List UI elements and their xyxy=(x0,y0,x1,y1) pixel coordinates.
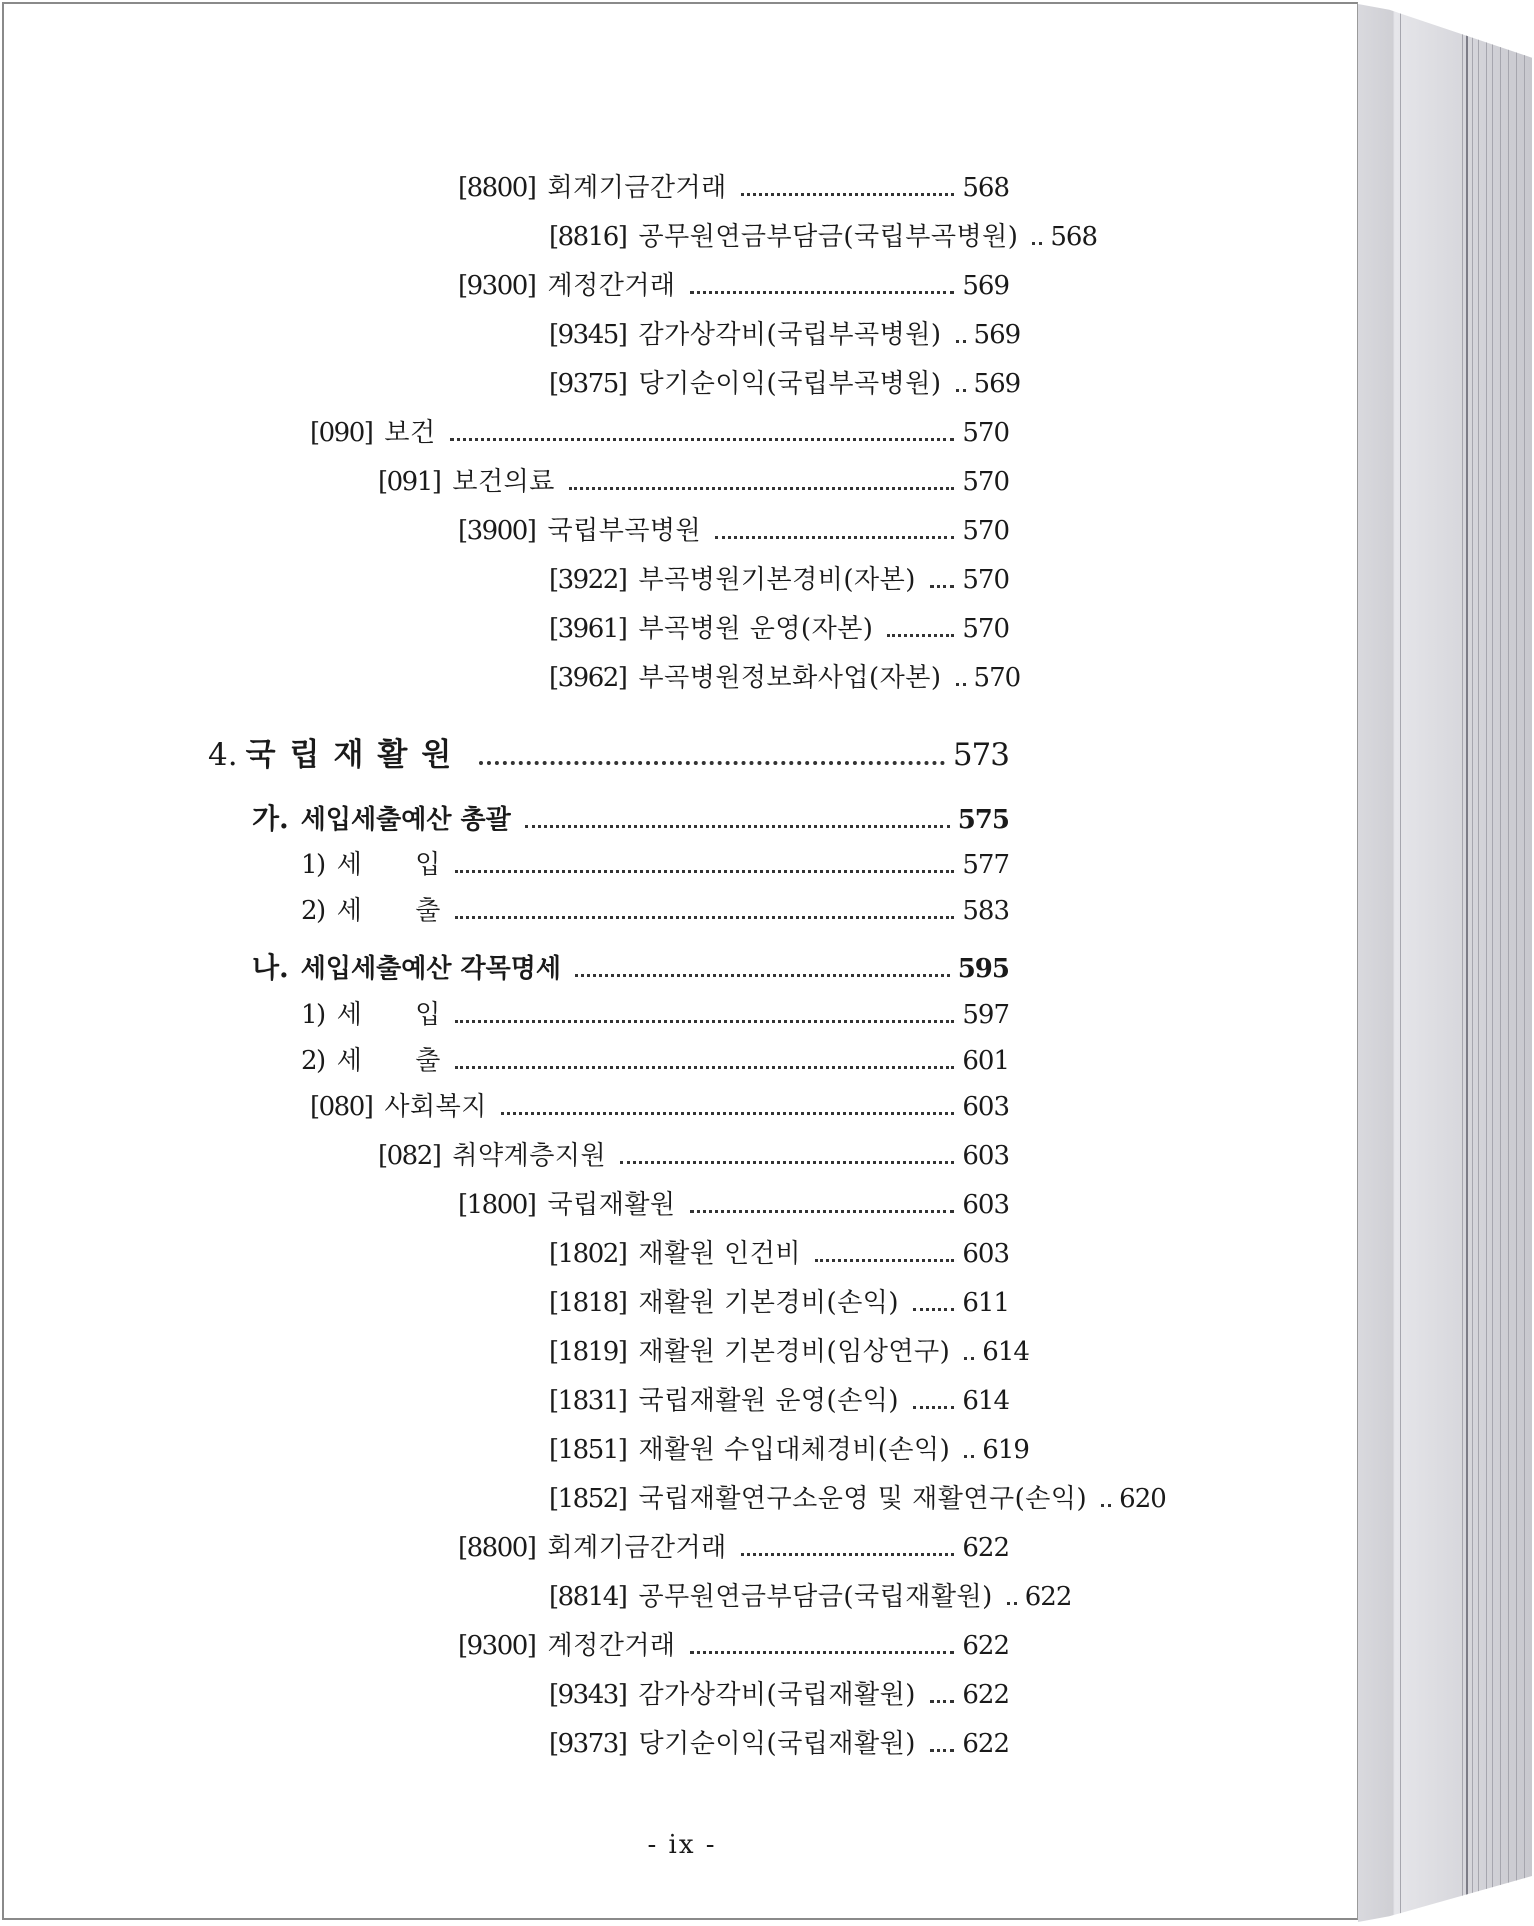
toc-code: [9373] xyxy=(549,1729,627,1759)
dot-leader xyxy=(690,290,955,294)
toc-entry[interactable] xyxy=(378,1135,1009,1172)
toc-page-number: 614 xyxy=(962,1386,1009,1416)
dot-leader xyxy=(1101,1503,1111,1507)
toc-page-number: 575 xyxy=(957,805,1009,835)
toc-code: [8800] xyxy=(458,1533,536,1563)
toc-title: 보건의료 xyxy=(452,467,555,497)
toc-title: 취약계층지원 xyxy=(452,1141,607,1171)
page-footer-number: - ix - xyxy=(647,1830,717,1860)
toc-code: 나. xyxy=(252,951,289,984)
toc-entry[interactable] xyxy=(549,657,1021,694)
toc-code: [1852] xyxy=(549,1484,627,1514)
toc-code: [1831] xyxy=(549,1386,627,1416)
toc-title: 세 입 xyxy=(336,850,441,880)
book-page-edges xyxy=(1358,4,1532,1922)
toc-title: 감가상각비(국립재활원) xyxy=(638,1680,916,1710)
toc-page-number: 570 xyxy=(962,565,1009,595)
toc-page-number: 568 xyxy=(962,173,1009,203)
toc-code: 1) xyxy=(301,1000,325,1030)
toc-title: 계정간거래 xyxy=(547,271,676,301)
toc-code: [082] xyxy=(378,1141,441,1171)
dot-leader xyxy=(956,682,966,686)
toc-entry[interactable] xyxy=(549,608,1009,645)
dot-leader xyxy=(575,973,950,977)
toc-code: [090] xyxy=(310,418,373,448)
toc-title: 공무원연금부담금(국립재활원) xyxy=(638,1582,993,1612)
dot-leader xyxy=(715,535,954,539)
toc-section-title: 국립재활원 xyxy=(245,737,466,773)
toc-title: 계정간거래 xyxy=(547,1631,676,1661)
toc-title: 공무원연금부담금(국립부곡병원) xyxy=(638,222,1019,252)
dot-leader xyxy=(956,388,966,392)
toc-code: 2) xyxy=(301,1046,325,1076)
toc-title: 국립재활원 xyxy=(547,1190,676,1220)
toc-title: 국립재활연구소운영 및 재활연구(손익) xyxy=(638,1484,1088,1514)
toc-page-number: 595 xyxy=(957,954,1009,984)
toc-page-number: 622 xyxy=(1024,1582,1072,1612)
dot-leader xyxy=(741,1552,955,1556)
toc-entry[interactable] xyxy=(310,412,1009,449)
toc-page-number: 570 xyxy=(962,614,1009,644)
toc-code: [8814] xyxy=(549,1582,627,1612)
toc-title: 당기순이익(국립재활원) xyxy=(638,1729,916,1759)
toc-page-number: 568 xyxy=(1050,222,1098,252)
toc-code: [9300] xyxy=(458,1631,536,1661)
toc-title: 사회복지 xyxy=(384,1092,487,1122)
dot-leader xyxy=(956,339,966,343)
toc-entry[interactable] xyxy=(301,844,1009,881)
toc-entry[interactable] xyxy=(549,1723,1009,1760)
toc-entry[interactable] xyxy=(378,461,1009,498)
toc-page-number: 620 xyxy=(1119,1484,1166,1514)
toc-entry[interactable] xyxy=(458,265,1009,302)
toc-code: [8816] xyxy=(549,222,627,252)
dot-leader xyxy=(964,1356,974,1360)
toc-code: 1) xyxy=(301,850,325,880)
toc-entry[interactable] xyxy=(549,1233,1009,1270)
dot-leader xyxy=(930,1699,954,1703)
toc-page-number: 603 xyxy=(962,1190,1009,1220)
toc-title: 감가상각비(국립부곡병원) xyxy=(638,320,942,350)
dot-leader xyxy=(479,760,945,765)
toc-title: 세 입 xyxy=(336,1000,441,1030)
toc-title: 회계기금간거래 xyxy=(547,173,727,203)
dot-leader xyxy=(930,1748,954,1752)
toc-entry[interactable] xyxy=(549,314,1021,351)
toc-title: 부곡병원 운영(자본) xyxy=(638,614,874,644)
toc-page-number: 583 xyxy=(962,896,1009,926)
dot-leader xyxy=(1007,1601,1017,1605)
toc-page-number: 603 xyxy=(962,1092,1009,1122)
toc-page-number: 622 xyxy=(962,1533,1009,1563)
toc-page-number: 569 xyxy=(962,271,1009,301)
dot-leader xyxy=(455,869,954,873)
dot-leader xyxy=(455,915,954,919)
toc-entry[interactable] xyxy=(458,1527,1009,1564)
toc-code: [3922] xyxy=(549,565,627,595)
dot-leader xyxy=(690,1650,955,1654)
toc-code: [1818] xyxy=(549,1288,627,1318)
dot-leader xyxy=(501,1111,954,1115)
toc-page-number: 603 xyxy=(962,1239,1009,1269)
toc-page-number: 597 xyxy=(962,1000,1009,1030)
toc-entry[interactable] xyxy=(458,1625,1009,1662)
toc-title: 보건 xyxy=(384,418,436,448)
toc-entry[interactable] xyxy=(549,1576,1072,1613)
toc-page-number: 601 xyxy=(962,1046,1009,1076)
toc-entry[interactable] xyxy=(549,216,1098,253)
toc-entry[interactable] xyxy=(549,363,1021,400)
toc-code: [8800] xyxy=(458,173,536,203)
dot-leader xyxy=(741,192,955,196)
toc-code: [3900] xyxy=(458,516,536,546)
toc-page-number: 603 xyxy=(962,1141,1009,1171)
toc-page-number: 570 xyxy=(962,516,1009,546)
dot-leader xyxy=(930,584,954,588)
toc-entry[interactable] xyxy=(549,1429,1029,1466)
toc-entry[interactable] xyxy=(549,1478,1166,1515)
toc-title: 당기순이익(국립부곡병원) xyxy=(638,369,942,399)
toc-entry[interactable] xyxy=(549,1674,1009,1711)
toc-entry[interactable] xyxy=(301,1040,1009,1077)
toc-section-heading[interactable] xyxy=(208,729,1009,774)
toc-entry[interactable] xyxy=(458,1184,1009,1221)
toc-code: 2) xyxy=(301,896,325,926)
document-page xyxy=(2,2,1358,1920)
toc-title: 세 출 xyxy=(336,1046,441,1076)
toc-title: 재활원 기본경비(손익) xyxy=(638,1288,900,1318)
dot-leader xyxy=(455,1065,954,1069)
toc-code: [1800] xyxy=(458,1190,536,1220)
dot-leader xyxy=(815,1258,954,1262)
toc-entry[interactable] xyxy=(310,1086,1009,1123)
toc-title: 국립부곡병원 xyxy=(547,516,702,546)
toc-code: [080] xyxy=(310,1092,373,1122)
toc-code: 가. xyxy=(252,802,289,835)
toc-page-number: 570 xyxy=(962,418,1009,448)
toc-code: [1819] xyxy=(549,1337,627,1367)
toc-entry[interactable] xyxy=(549,1331,1029,1368)
toc-title: 부곡병원기본경비(자본) xyxy=(638,565,916,595)
toc-subsection-heading[interactable] xyxy=(252,946,1009,986)
toc-page-number: 611 xyxy=(962,1288,1009,1318)
toc-entry[interactable] xyxy=(301,890,1009,927)
toc-page-number: 622 xyxy=(962,1680,1009,1710)
toc-code: [9300] xyxy=(458,271,536,301)
dot-leader xyxy=(455,1019,954,1023)
toc-code: [3962] xyxy=(549,663,627,693)
dot-leader xyxy=(450,437,955,441)
toc-page-number: 622 xyxy=(962,1631,1009,1661)
toc-page-number: 577 xyxy=(962,850,1009,880)
toc-code: [9345] xyxy=(549,320,627,350)
toc-title: 국립재활원 운영(손익) xyxy=(638,1386,900,1416)
toc-code: [9343] xyxy=(549,1680,627,1710)
toc-code: [1802] xyxy=(549,1239,627,1269)
dot-leader xyxy=(620,1160,954,1164)
toc-title: 재활원 기본경비(임상연구) xyxy=(638,1337,951,1367)
toc-title: 재활원 수입대체경비(손익) xyxy=(638,1435,951,1465)
toc-subsection-heading[interactable] xyxy=(252,797,1009,837)
toc-section-number: 4. xyxy=(208,737,238,773)
toc-page-number: 622 xyxy=(962,1729,1009,1759)
toc-title: 세입세출예산 각목명세 xyxy=(300,954,562,984)
toc-code: [3961] xyxy=(549,614,627,644)
toc-title: 부곡병원정보화사업(자본) xyxy=(638,663,942,693)
dot-leader xyxy=(964,1454,974,1458)
toc-code: [091] xyxy=(378,467,441,497)
toc-title: 세 출 xyxy=(336,896,441,926)
toc-entry[interactable] xyxy=(549,559,1009,596)
dot-leader xyxy=(525,824,950,828)
toc-entry[interactable] xyxy=(301,994,1009,1031)
toc-page-number: 570 xyxy=(973,663,1021,693)
toc-page-number: 614 xyxy=(982,1337,1029,1367)
toc-title: 회계기금간거래 xyxy=(547,1533,727,1563)
toc-page-number: 619 xyxy=(982,1435,1029,1465)
toc-entry[interactable] xyxy=(458,510,1009,547)
toc-page-number: 569 xyxy=(973,369,1021,399)
dot-leader xyxy=(569,486,954,490)
toc-entry[interactable] xyxy=(549,1282,1009,1319)
toc-page-number: 570 xyxy=(962,467,1009,497)
dot-leader xyxy=(1032,241,1042,245)
toc-page-number: 569 xyxy=(973,320,1021,350)
dot-leader xyxy=(913,1405,954,1409)
toc-entry[interactable] xyxy=(549,1380,1009,1417)
dot-leader xyxy=(690,1209,955,1213)
toc-title: 재활원 인건비 xyxy=(638,1239,801,1269)
toc-title: 세입세출예산 총괄 xyxy=(300,805,511,835)
toc-entry[interactable] xyxy=(458,167,1009,204)
toc-page-number: 573 xyxy=(952,737,1009,773)
toc-code: [9375] xyxy=(549,369,627,399)
dot-leader xyxy=(913,1307,954,1311)
toc-code: [1851] xyxy=(549,1435,627,1465)
dot-leader xyxy=(887,633,954,637)
